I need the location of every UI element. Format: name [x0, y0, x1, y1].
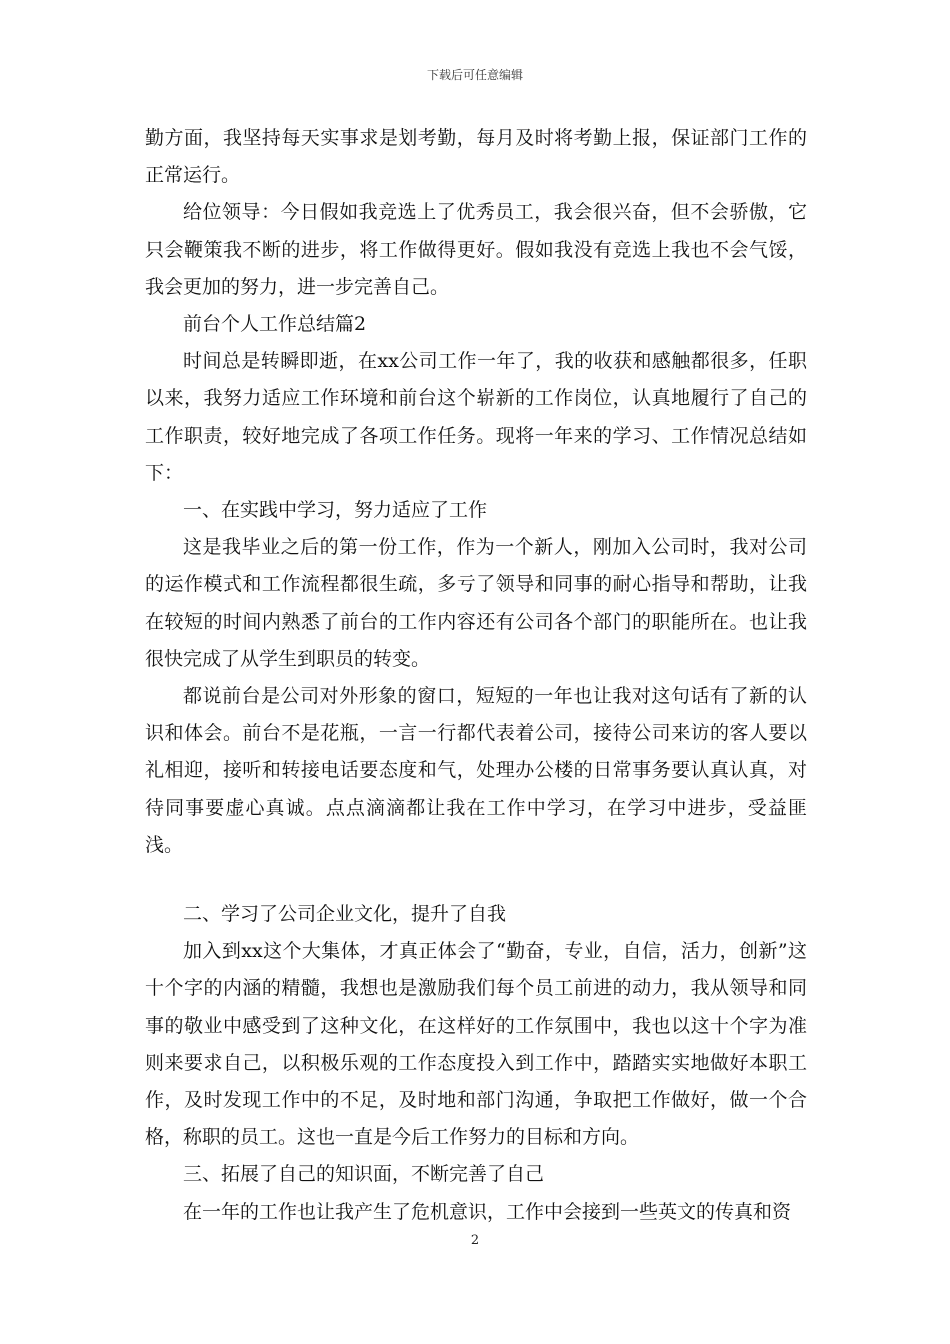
paragraph-culture: 加入到xx这个大集体，才真正体会了“勤奋，专业，自信，活力，创新”这十个字的内涵的精髓，我想也是激励我们每个员工前进的动力，我从领导和同事的敬业中感受到了这种文化，在这样好的工作氛围中，我也以这十个字为准则来要求自己，以积极乐观的工作态度投入到工作中，踏踏实实地做好本职工作，及时发现工作中的不足，及时地和部门沟通，争取把工作做好，做一个合格，称职的员工。这也一直是今后工作努力的目标和方向。	[145, 940, 807, 1149]
page-header: 下载后可任意编辑	[426, 68, 523, 82]
paragraph-first-job: 这是我毕业之后的第一份工作，作为一个新人，刚加入公司时，我对公司的运作模式和工作流程都很生疏，多亏了领导和同事的耐心指导和帮助，让我在较短的时间内熟悉了前台的工作内容还有公司各个部门的职能所在。也让我很快完成了从学生到职员的转变。	[145, 536, 807, 670]
paragraph-front-desk-window: 都说前台是公司对外形象的窗口，短短的一年也让我对这句话有了新的认识和体会。前台不是花瓶，一言一行都代表着公司，接待公司来访的客人要以礼相迎，接听和转接电话要态度和气，处理办公楼的日常事务要认真认真，对待同事要虚心真诚。点点滴滴都让我在工作中学习，在学习中进步，受益匪浅。	[145, 685, 807, 856]
paragraph-intro: 时间总是转瞬即逝，在xx公司工作一年了，我的收获和感触都很多，任职以来，我努力适应工作环境和前台这个崭新的工作岗位，认真地履行了自己的工作职责，较好地完成了各项工作任务。现将一年来的学习、工作情况总结如下：	[145, 350, 807, 484]
document-body	[145, 120, 807, 1231]
heading-corporate-culture: 二、学习了公司企业文化，提升了自我	[183, 903, 507, 926]
heading-knowledge: 三、拓展了自己的知识面，不断完善了自己	[183, 1163, 545, 1186]
paragraph-spacer	[145, 864, 807, 896]
section-title-summary-2: 前台个人工作总结篇2	[183, 313, 367, 336]
paragraph-attendance: 勤方面，我坚持每天实事求是划考勤，每月及时将考勤上报，保证部门工作的正常运行。	[145, 127, 807, 187]
page-number: 2	[470, 1233, 480, 1248]
paragraph-leaders: 给位领导：今日假如我竞选上了优秀员工，我会很兴奋，但不会骄傲，它只会鞭策我不断的进步，将工作做得更好。假如我没有竞选上我也不会气馁，我会更加的努力，进一步完善自己。	[145, 201, 807, 298]
paragraph-crisis-awareness: 在一年的工作也让我产生了危机意识，工作中会接到一些英文的传真和资	[183, 1200, 792, 1223]
heading-practice-learning: 一、在实践中学习，努力适应了工作	[183, 499, 488, 522]
